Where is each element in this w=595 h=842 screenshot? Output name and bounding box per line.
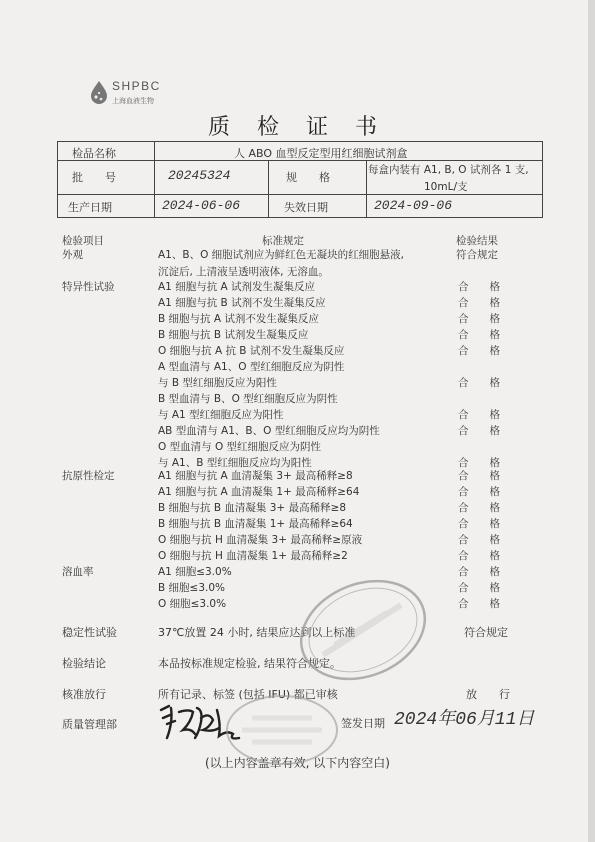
company-logo <box>88 79 173 109</box>
result-p5: 合 格 <box>458 534 500 546</box>
document-title: 质 检 证 书 <box>208 115 387 140</box>
scan-edge <box>588 0 595 842</box>
footer-note: (以上内容盖章有效, 以下内容空白) <box>205 756 390 770</box>
batch-value: 20245324 <box>168 168 231 183</box>
result-s9: 合 格 <box>458 457 500 469</box>
result-p6: 合 格 <box>458 550 500 562</box>
company-stamp <box>222 690 342 770</box>
result-p3: 合 格 <box>458 502 500 514</box>
stability-label: 稳定性试验 <box>62 626 117 639</box>
batch-label: 批 号 <box>72 171 116 184</box>
specificity-line-6: A 型血清与 A1、O 型红细胞反应为阴性 <box>158 361 345 373</box>
result-s2: 合 格 <box>458 297 500 309</box>
hemolysis-line-1: A1 细胞≤3.0% <box>158 566 232 578</box>
appearance-line-2: 沉淀后, 上清液呈透明液体, 无溶血。 <box>158 266 329 278</box>
specificity-line-5: O 细胞与抗 A 抗 B 试剂不发生凝集反应 <box>158 345 345 357</box>
result-p4: 合 格 <box>458 518 500 530</box>
potency-line-2: A1 细胞与抗 A 血清凝集 1+ 最高稀释≥64 <box>158 486 360 498</box>
conclusion-text: 本品按标准规定检验, 结果符合规定。 <box>158 657 341 670</box>
section-potency: 抗原性检定 <box>62 470 115 482</box>
result-s1: 合 格 <box>458 281 500 293</box>
specificity-line-11: O 型血清与 O 型红细胞反应为阴性 <box>158 441 322 453</box>
result-h1: 合 格 <box>458 566 500 578</box>
section-appearance: 外观 <box>62 249 83 261</box>
specificity-line-1: A1 细胞与抗 A 试剂发生凝集反应 <box>158 281 316 293</box>
result-s7: 合 格 <box>458 409 500 421</box>
specificity-line-3: B 细胞与抗 A 试剂不发生凝集反应 <box>158 313 319 325</box>
result-s5: 合 格 <box>458 345 500 357</box>
hemolysis-line-3: O 细胞≤3.0% <box>158 598 227 610</box>
spec-label: 规 格 <box>286 171 330 184</box>
potency-line-4: B 细胞与抗 B 血清凝集 1+ 最高稀释≥64 <box>158 518 353 530</box>
specificity-line-7: 与 B 型红细胞反应为阳性 <box>158 377 277 389</box>
section-specificity: 特异性试验 <box>62 281 115 293</box>
logo-subtitle: 上海血液生物 <box>112 97 154 105</box>
production-date-label: 生产日期 <box>68 201 112 214</box>
specificity-line-9: 与 A1 型红细胞反应为阳性 <box>158 409 284 421</box>
logo-name: SHPBC <box>112 79 161 93</box>
result-s6: 合 格 <box>458 377 500 389</box>
column-result: 检验结果 <box>456 235 498 247</box>
stability-text: 37℃放置 24 小时, 结果应达到以上标准 <box>158 626 356 639</box>
specificity-line-2: A1 细胞与抗 B 试剂不发生凝集反应 <box>158 297 326 309</box>
appearance-result: 符合规定 <box>456 249 498 261</box>
product-name-label: 检品名称 <box>72 147 116 160</box>
result-s4: 合 格 <box>458 329 500 341</box>
stability-result: 符合规定 <box>464 626 508 639</box>
production-date-value: 2024-06-06 <box>162 198 241 213</box>
drop-logo-icon <box>88 79 110 105</box>
specificity-line-4: B 细胞与抗 B 试剂发生凝集反应 <box>158 329 309 341</box>
release-label: 核准放行 <box>62 688 106 701</box>
result-s8: 合 格 <box>458 425 500 437</box>
result-p2: 合 格 <box>458 486 500 498</box>
column-item: 检验项目 <box>62 235 104 247</box>
potency-line-6: O 细胞与抗 H 血清凝集 1+ 最高稀释≥2 <box>158 550 348 562</box>
result-p1: 合 格 <box>458 470 500 482</box>
inspection-stamp <box>293 575 433 685</box>
header-table <box>57 141 543 218</box>
product-name-value: 人 ABO 血型反定型用红细胞试剂盒 <box>234 147 408 160</box>
appearance-line-1: A1、B、O 细胞试剂应为鲜红色无凝块的红细胞悬液, <box>158 249 405 261</box>
sign-date: 2024年06月11日 <box>394 710 535 730</box>
expiry-date-value: 2024-09-06 <box>374 198 453 213</box>
specificity-line-8: B 型血清与 B、O 型红细胞反应为阴性 <box>158 393 338 405</box>
qm-label: 质量管理部 <box>62 718 117 731</box>
section-hemolysis: 溶血率 <box>62 566 94 578</box>
release-text: 所有记录、标签 (包括 IFU) 都已审核 <box>158 688 338 701</box>
specificity-line-12: 与 A1、B 型红细胞反应均为阳性 <box>158 457 312 469</box>
spec-line-2: 10mL/支 <box>424 181 468 193</box>
potency-line-1: A1 细胞与抗 A 血清凝集 3+ 最高稀释≥8 <box>158 470 353 482</box>
potency-line-5: O 细胞与抗 H 血清凝集 3+ 最高稀释≥原液 <box>158 534 363 546</box>
sign-date-label: 签发日期 <box>341 717 385 730</box>
spec-line-1: 每盒内装有 A1, B, O 试剂各 1 支, <box>368 164 529 176</box>
release-result: 放 行 <box>466 688 510 701</box>
result-h2: 合 格 <box>458 582 500 594</box>
conclusion-label: 检验结论 <box>62 657 106 670</box>
potency-line-3: B 细胞与抗 B 血清凝集 3+ 最高稀释≥8 <box>158 502 347 514</box>
column-standard: 标准规定 <box>262 235 304 247</box>
hemolysis-line-2: B 细胞≤3.0% <box>158 582 226 594</box>
expiry-date-label: 失效日期 <box>284 201 328 214</box>
result-h3: 合 格 <box>458 598 500 610</box>
result-s3: 合 格 <box>458 313 500 325</box>
specificity-line-10: AB 型血清与 A1、B、O 型红细胞反应均为阴性 <box>158 425 380 437</box>
